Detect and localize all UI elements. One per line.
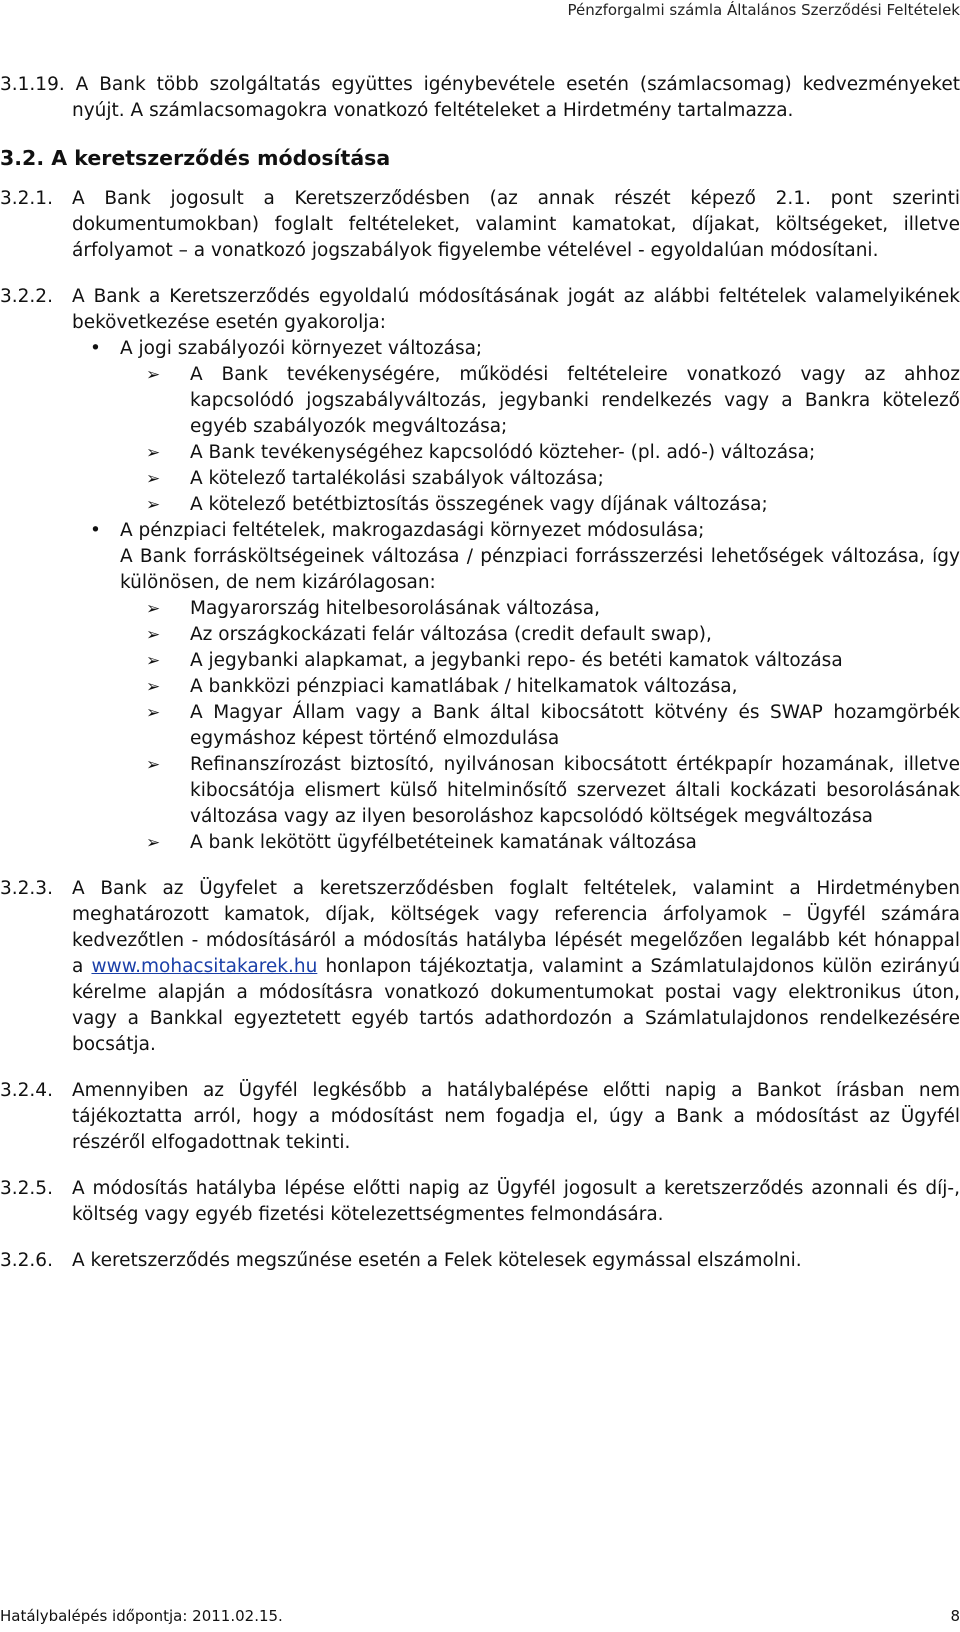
paragraph-number: 3.2.6.: [0, 1250, 53, 1271]
arrow-icon: ➢: [146, 469, 161, 489]
section-heading: 3.2. A keretszerződés módosítása: [0, 146, 391, 170]
paragraph-3-2-2: [0, 284, 960, 336]
website-link[interactable]: www.mohacsitakarek.hu: [91, 956, 318, 977]
list-item-text: A pénzpiaci feltételek, makrogazdasági környezet módosulása;: [120, 520, 705, 541]
list-item-text: A bankközi pénzpiaci kamatlábak / hitelkamatok változása,: [190, 676, 738, 697]
list-item: [146, 648, 960, 674]
paragraph-text: A Bank jogosult a Keretszerződésben (az annak részét képező 2.1. pont szerinti dokumentumokban) foglalt feltételeket, valamint kamatokat, díjakat, költségeket, illetve árfolyamot – a vonatkozó jogszabályok figyelembe vételével - egyoldalúan módosítani.: [72, 188, 960, 261]
list-item: [146, 830, 960, 856]
arrow-icon: ➢: [146, 677, 161, 697]
arrow-icon: ➢: [146, 443, 161, 463]
list-item: [146, 466, 960, 492]
sub-list: [120, 596, 960, 856]
list-item-text: Refinanszírozást biztosító, nyilvánosan kibocsátott értékpapír hozamának, illetve kibocsátója elismert külső hitelminősítő szervezet általi kockázati besorolásának változása vagy az ilyen besoroláshoz kapcsolódó költségek megváltozása: [190, 754, 960, 827]
bullet-icon: •: [90, 338, 101, 359]
list-item-text: A Bank tevékenységéhez kapcsolódó közteher- (pl. adó-) változása;: [190, 442, 816, 463]
paragraph-text: A Bank a Keretszerződés egyoldalú módosításának jogát az alábbi feltételek valamelyikének bekövetkezése esetén gyakorolja:: [72, 286, 960, 333]
bullet-icon: •: [90, 520, 101, 541]
list-item: [90, 518, 960, 856]
arrow-icon: ➢: [146, 755, 161, 775]
list-item-text: A kötelező tartalékolási szabályok változása;: [190, 468, 604, 489]
paragraph-text: A keretszerződés megszűnése esetén a Felek kötelesek egymással elszámolni.: [72, 1250, 802, 1271]
paragraph-3-2-4: [0, 1078, 960, 1156]
document-body: [0, 72, 960, 1274]
list-item: [146, 700, 960, 752]
paragraph-3-1-19: 3.1.19. A Bank több szolgáltatás együttes igénybevétele esetén (számlacsomag) kedvezményeket nyújt. A számlacsomagokra vonatkozó feltételeket a Hirdetmény tartalmazza.: [0, 74, 960, 121]
paragraph-number: 3.2.3.: [0, 878, 53, 899]
list-item: [90, 336, 960, 518]
paragraph-3-2-1: [0, 186, 960, 264]
paragraph-3-2-5: [0, 1176, 960, 1228]
arrow-icon: ➢: [146, 365, 161, 385]
paragraph-text: Amennyiben az Ügyfél legkésőbb a hatálybalépése előtti napig a Bankot írásban nem tájékoztatta arról, hogy a módosítást nem fogadja el, úgy a Bank a módosítást az Ügyfél részéről elfogadottnak tekinti.: [72, 1080, 960, 1153]
arrow-icon: ➢: [146, 599, 161, 619]
list-item-text: A Bank tevékenységére, működési feltételeire vonatkozó vagy az ahhoz kapcsolódó jogszabályváltozás, jegybanki rendelkezés vagy a Bankra kötelező egyéb szabályozók megváltozása;: [190, 364, 960, 437]
list-item-text: Magyarország hitelbesorolásának változása,: [190, 598, 601, 619]
sub-list: [120, 362, 960, 518]
list-item-text: A kötelező betétbiztosítás összegének vagy díjának változása;: [190, 494, 768, 515]
list-item: [146, 440, 960, 466]
paragraph-number: 3.2.2.: [0, 286, 53, 307]
list-item: [146, 596, 960, 622]
page-number: 8: [950, 1607, 960, 1625]
arrow-icon: ➢: [146, 495, 161, 515]
list-item: [146, 362, 960, 440]
list-item-text: A bank lekötött ügyfélbetéteinek kamatának változása: [190, 832, 697, 853]
paragraph-text: honlapon tájékoztatja, valamint a Számlatulajdonos külön ezirányú kérelme alapján a módosításra vonatkozó dokumentumokat postai vagy elektronikus úton, vagy a Bankkal egyeztetett egyéb tartós adathordozón a Számlatulajdonos rendelkezésére bocsátja.: [72, 956, 960, 1055]
list-item-text: A jogi szabályozói környezet változása;: [120, 338, 483, 359]
paragraph-number: 3.2.5.: [0, 1178, 53, 1199]
paragraph-number: 3.2.4.: [0, 1080, 53, 1101]
paragraph-3-2-3: [0, 876, 960, 1058]
list-item: [146, 674, 960, 700]
arrow-icon: ➢: [146, 651, 161, 671]
paragraph-number: 3.2.1.: [0, 188, 53, 209]
paragraph-text: A Bank az Ügyfelet a keretszerződésben foglalt feltételek, valamint a Hirdetményben meghatározott kamatok, díjak, költségek vagy referencia árfolyamok – Ügyfél számára kedvezőtlen - módosításáról a módosítás hatályba lépését megelőzően legalább két hónappal a: [72, 878, 960, 977]
arrow-icon: ➢: [146, 833, 161, 853]
list-item: [146, 752, 960, 830]
list-item-text: Az országkockázati felár változása (credit default swap),: [190, 624, 712, 645]
footer-effective-date: Hatálybalépés időpontja: 2011.02.15.: [0, 1607, 283, 1625]
list-item: [146, 492, 960, 518]
list-item-text: A Magyar Állam vagy a Bank által kibocsátott kötvény és SWAP hozamgörbék egymáshoz képest történő elmozdulása: [190, 702, 960, 749]
arrow-icon: ➢: [146, 703, 161, 723]
condition-list: [0, 336, 960, 856]
list-item-text: A jegybanki alapkamat, a jegybanki repo- és betéti kamatok változása: [190, 650, 843, 671]
list-item-continuation: A Bank forrásköltségeinek változása / pénzpiaci forrásszerzési lehetőségek változása, így különösen, de nem kizárólagosan:: [120, 546, 960, 593]
list-item: [146, 622, 960, 648]
arrow-icon: ➢: [146, 625, 161, 645]
running-header: Pénzforgalmi számla Általános Szerződési Feltételek: [567, 1, 960, 19]
paragraph-text: A módosítás hatályba lépése előtti napig az Ügyfél jogosult a keretszerződés azonnali és díj-, költség vagy egyéb fizetési kötelezettségmentes felmondására.: [72, 1178, 960, 1225]
paragraph-3-2-6: [0, 1248, 960, 1274]
